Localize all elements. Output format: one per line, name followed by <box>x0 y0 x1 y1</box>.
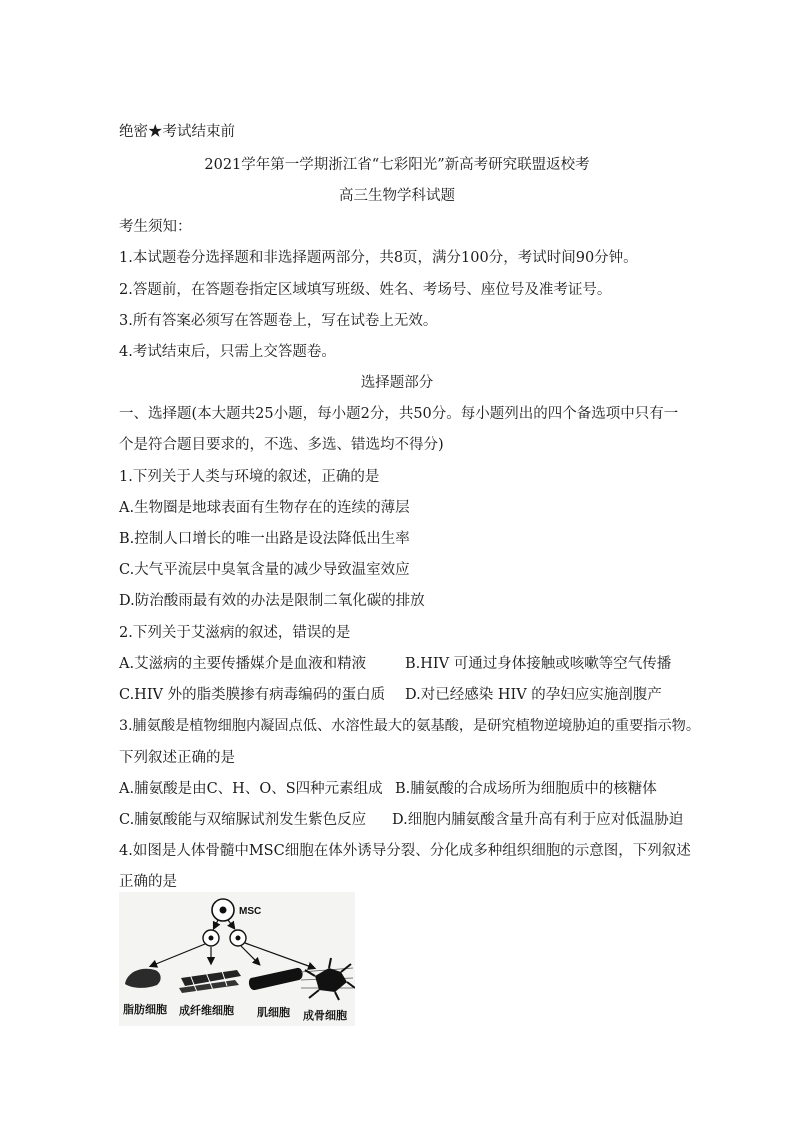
question-stem: 1.下列关于人类与环境的叙述，正确的是 <box>119 469 380 485</box>
option-d: D.对已经感染 HIV 的孕妇应实施剖腹产 <box>405 687 662 703</box>
option-d: D.防治酸雨最有效的办法是限制二氧化碳的排放 <box>119 593 425 609</box>
option-c: C.脯氨酸能与双缩脲试剂发生紫色反应 <box>119 812 367 828</box>
confidential-mark: 绝密★考试结束前 <box>119 124 235 140</box>
msc-label: MSC <box>239 906 262 917</box>
daughter-cell-icon <box>230 930 246 946</box>
subject-title: 高三生物学科试题 <box>339 188 455 204</box>
fibroblast-label: 成纤维细胞 <box>179 1004 234 1017</box>
notice-item: 4.考试结束后，只需上交答题卷。 <box>119 344 336 360</box>
question-stem: 2.下列关于艾滋病的叙述，错误的是 <box>119 625 351 641</box>
option-c: C.HIV 外的脂类膜掺有病毒编码的蛋白质 <box>119 687 386 703</box>
option-b: B.HIV 可通过身体接触或咳嗽等空气传播 <box>405 656 672 672</box>
exam-title: 2021学年第一学期浙江省“七彩阳光”新高考研究联盟返校考 <box>204 157 590 173</box>
option-a: A.生物圈是地球表面有生物存在的连续的薄层 <box>119 500 410 516</box>
notice-heading: 考生须知： <box>119 219 192 235</box>
option-a: A.艾滋病的主要传播媒介是血液和精液 <box>119 656 367 672</box>
muscle-cell-label: 肌细胞 <box>257 1006 290 1019</box>
msc-cell-icon <box>212 899 234 921</box>
question-stem-continued: 正确的是 <box>119 874 177 890</box>
option-b: B.控制人口增长的唯一出路是设法降低出生率 <box>119 531 410 547</box>
msc-differentiation-figure <box>119 892 355 1026</box>
question-stem: 3.脯氨酸是植物细胞内凝固点低、水溶性最大的氨基酸，是研究植物逆境胁迫的重要指示物。 <box>119 718 701 734</box>
question-stem: 4.如图是人体骨髓中MSC细胞在体外诱导分裂、分化成多种组织细胞的示意图，下列叙述 <box>119 843 691 859</box>
option-d: D.细胞内脯氨酸含量升高有利于应对低温胁迫 <box>392 812 684 828</box>
option-c: C.大气平流层中臭氧含量的减少导致温室效应 <box>119 562 410 578</box>
notice-item: 3.所有答案必须写在答题卷上，写在试卷上无效。 <box>119 313 438 329</box>
notice-item: 2.答题前，在答题卷指定区域填写班级、姓名、考场号、座位号及准考证号。 <box>119 282 612 298</box>
option-a: A.脯氨酸是由C、H、O、S四种元素组成 <box>119 781 383 797</box>
adipocyte-label: 脂肪细胞 <box>123 1003 167 1016</box>
notice-item: 1.本试题卷分选择题和非选择题两部分，共8页，满分100分，考试时间90分钟。 <box>119 250 638 266</box>
question-stem-continued: 下列叙述正确的是 <box>119 750 235 766</box>
osteocyte-label: 成骨细胞 <box>303 1009 347 1022</box>
section-intro: 个是符合题目要求的，不选、多选、错选均不得分) <box>119 437 444 453</box>
option-b: B.脯氨酸的合成场所为细胞质中的核糖体 <box>395 781 657 797</box>
section-title: 选择题部分 <box>360 375 434 391</box>
daughter-cell-icon <box>203 930 219 946</box>
section-intro: 一、选择题(本大题共25小题，每小题2分，共50分。每小题列出的四个备选项中只有一 <box>119 406 679 422</box>
